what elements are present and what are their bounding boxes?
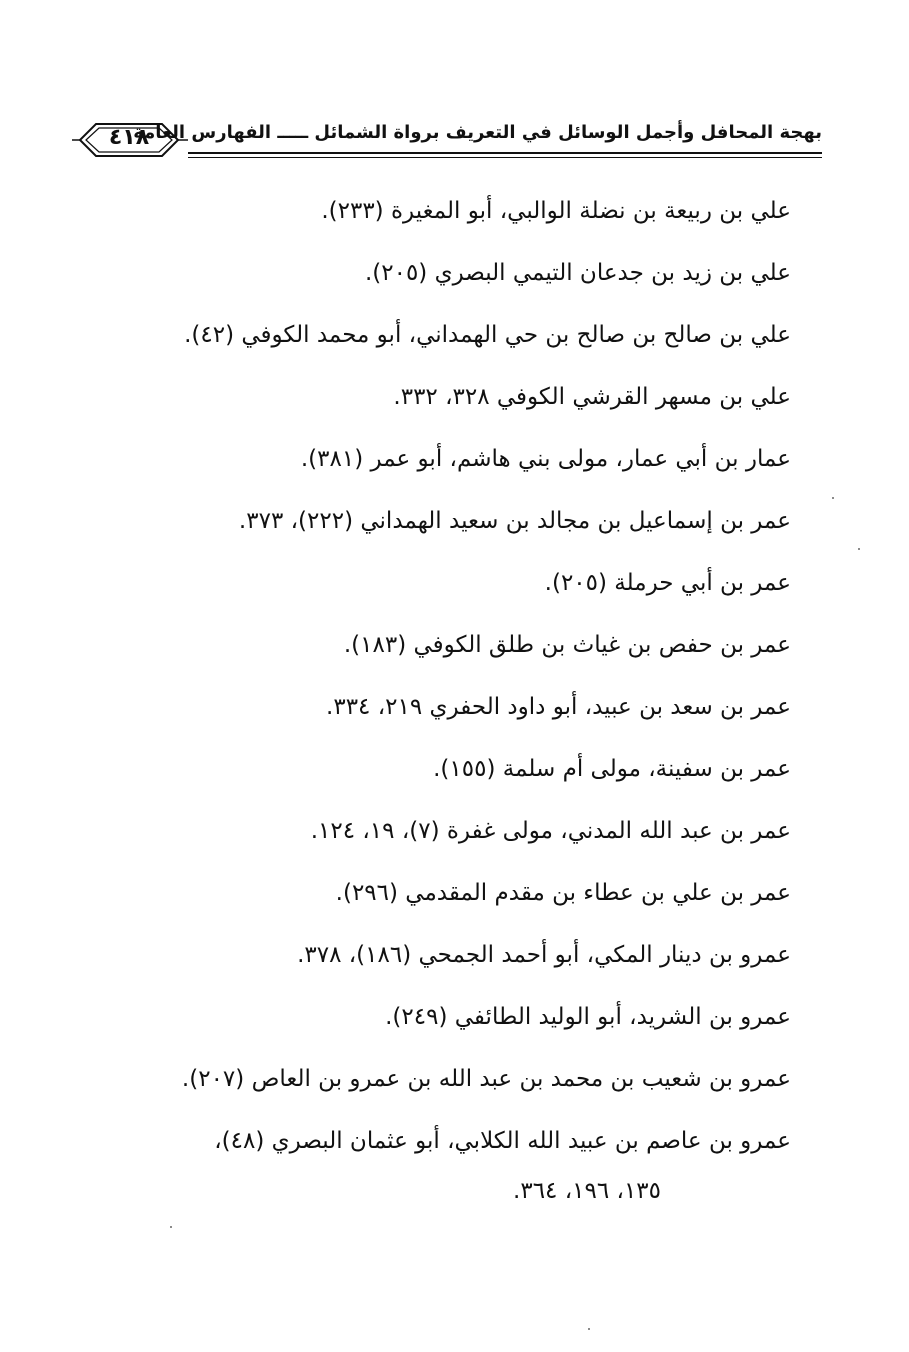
index-entry: علي بن ربيعة بن نضلة الوالبي، أبو المغيرة (٢٣٣).	[321, 198, 791, 224]
page-header	[70, 118, 822, 162]
index-entry: عمر بن أبي حرملة (٢٠٥).	[544, 570, 791, 596]
index-entry: عمرو بن شعيب بن محمد بن عبد الله بن عمرو بن العاص (٢٠٧).	[181, 1066, 791, 1092]
index-entry: عمر بن سعد بن عبيد، أبو داود الحفري ٢١٩، ٣٣٤.	[326, 694, 791, 720]
index-entry-continuation: ١٣٥، ١٩٦، ٣٦٤.	[513, 1178, 661, 1204]
index-entry: عمر بن علي بن عطاء بن مقدم المقدمي (٢٩٦).	[335, 880, 791, 906]
index-entry-multiline	[111, 1110, 791, 1216]
index-entry: عمر بن سفينة، مولى أم سلمة (١٥٥).	[433, 756, 791, 782]
page-number: ٤١٨	[108, 125, 150, 150]
index-entry: عمر بن عبد الله المدني، مولى غفرة (٧)، ١٩، ١٢٤.	[310, 818, 791, 844]
header-rule	[188, 152, 822, 154]
index-entry: علي بن مسهر القرشي الكوفي ٣٢٨، ٣٣٢.	[393, 384, 791, 410]
index-entry-line: عمرو بن عاصم بن عبيد الله الكلابي، أبو عثمان البصري (٤٨)،	[214, 1128, 791, 1154]
index-entry: عمر بن حفص بن غياث بن طلق الكوفي (١٨٣).	[343, 632, 791, 658]
paper-speck	[832, 497, 834, 499]
index-entry: عمرو بن الشريد، أبو الوليد الطائفي (٢٤٩).	[385, 1004, 791, 1030]
index-entry: علي بن صالح بن صالح بن حي الهمداني، أبو محمد الكوفي (٤٢).	[184, 322, 791, 348]
running-title: بهجة المحافل وأجمل الوسائل في التعريف برواة الشمائل ـــــ الفهارس العامة	[133, 122, 822, 143]
paper-speck	[588, 1328, 590, 1330]
index-entry: عمرو بن دينار المكي، أبو أحمد الجمحي (١٨٦)، ٣٧٨.	[297, 942, 791, 968]
paper-speck	[858, 548, 860, 550]
index-entry: عمار بن أبي عمار، مولى بني هاشم، أبو عمر (٣٨١).	[300, 446, 791, 472]
index-entry: عمر بن إسماعيل بن مجالد بن سعيد الهمداني (٢٢٢)، ٣٧٣.	[238, 508, 791, 534]
header-rule-thin	[188, 157, 822, 158]
paper-speck	[170, 1226, 172, 1228]
index-entry: علي بن زيد بن جدعان التيمي البصري (٢٠٥).	[364, 260, 791, 286]
index-entries	[111, 180, 791, 1216]
